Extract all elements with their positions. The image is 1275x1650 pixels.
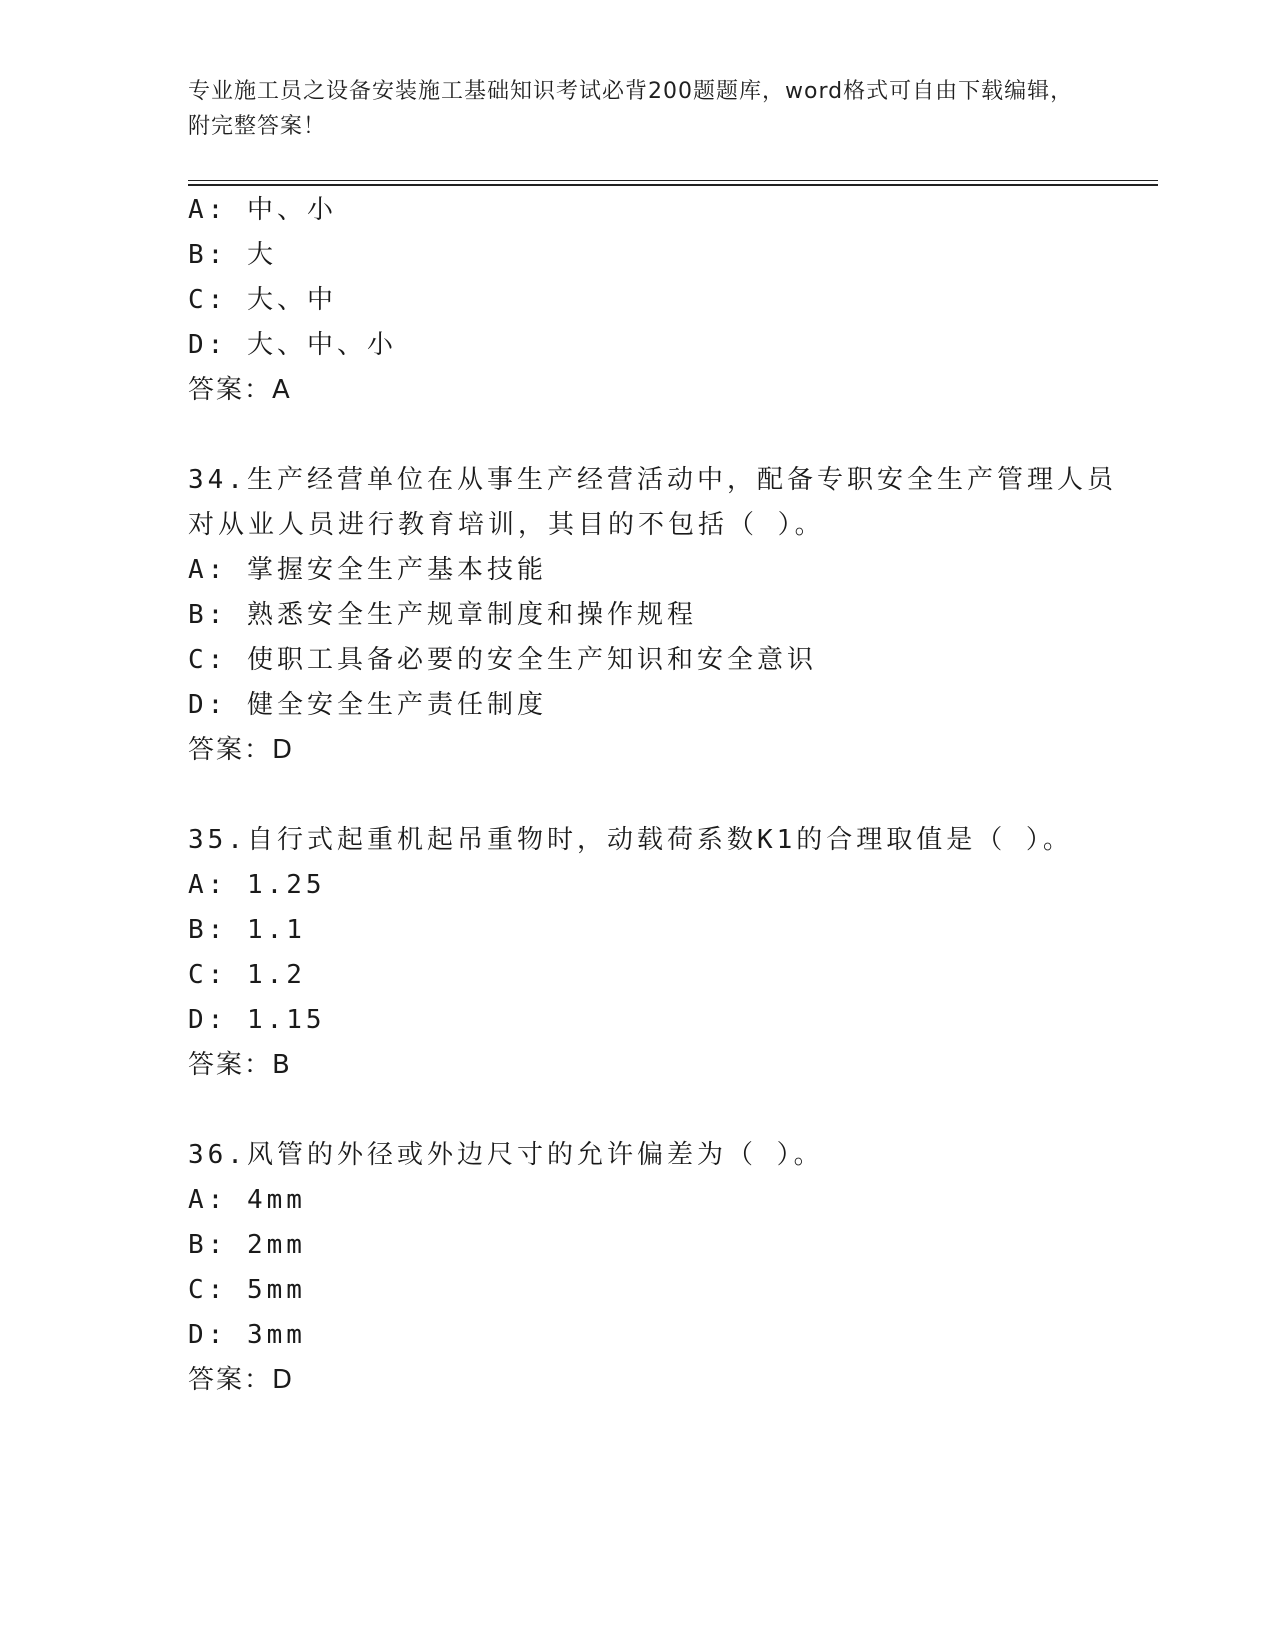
q33-option-c: C: 大、中 [188, 285, 337, 315]
q36-answer: 答案：D [188, 1365, 295, 1395]
q36-option-b: B: 2mm [188, 1230, 306, 1260]
q36-stem: 36.风管的外径或外边尺寸的允许偏差为（ ）。 [188, 1140, 824, 1170]
q34-option-b: B: 熟悉安全生产规章制度和操作规程 [188, 600, 697, 630]
q35-stem: 35.自行式起重机起吊重物时，动载荷系数K1的合理取值是（ ）。 [188, 825, 1073, 855]
q34-stem-line1: 34.生产经营单位在从事生产经营活动中，配备专职安全生产管理人员 [188, 465, 1117, 495]
q34-answer: 答案：D [188, 735, 295, 765]
q34-option-c: C: 使职工具备必要的安全生产知识和安全意识 [188, 645, 817, 675]
header-divider-top [188, 180, 1158, 181]
q35-option-a: A: 1.25 [188, 870, 326, 900]
q34-stem-line2: 对从业人员进行教育培训，其目的不包括（ ）。 [188, 510, 825, 540]
q34-option-a: A: 掌握安全生产基本技能 [188, 555, 547, 585]
document-header: 专业施工员之设备安装施工基础知识考试必背200题题库，word格式可自由下载编辑，附完整答案！ [188, 79, 1074, 139]
q34-option-d: D: 健全安全生产责任制度 [188, 690, 547, 720]
q36-option-c: C: 5mm [188, 1275, 306, 1305]
q33-option-b: B: 大 [188, 240, 277, 270]
q36-option-d: D: 3mm [188, 1320, 306, 1350]
header-divider-bottom [188, 184, 1158, 186]
q33-answer: 答案：A [188, 375, 292, 405]
q33-option-d: D: 大、中、小 [188, 330, 397, 360]
q35-option-d: D: 1.15 [188, 1005, 326, 1035]
q35-answer: 答案：B [188, 1050, 292, 1080]
q36-option-a: A: 4mm [188, 1185, 306, 1215]
q35-option-c: C: 1.2 [188, 960, 306, 990]
q35-option-b: B: 1.1 [188, 915, 306, 945]
q33-option-a: A: 中、小 [188, 195, 337, 225]
